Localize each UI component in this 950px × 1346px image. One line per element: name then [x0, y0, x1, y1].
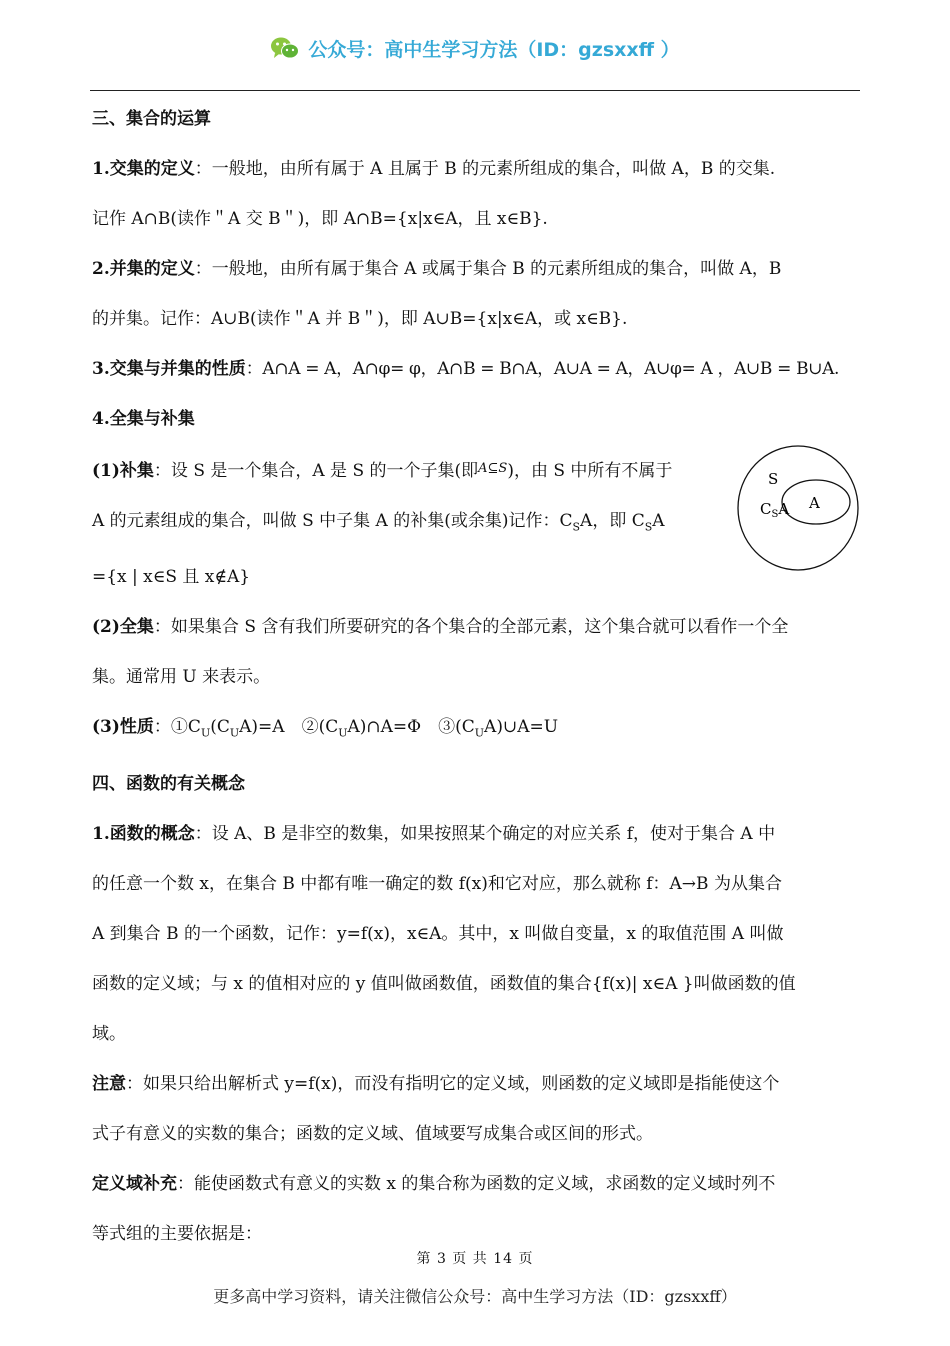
paragraph-function-4: 函数的定义域；与 x 的值相对应的 y 值叫做函数值，函数值的集合{f(x)| x∈A }叫做函数的值: [92, 973, 796, 994]
wechat-icon: [270, 36, 300, 60]
subscript-u: U: [474, 726, 485, 740]
paragraph-complement-set: ={x | x∈S 且 x∉A}: [92, 567, 251, 588]
text-domain-supplement: ：能使函数式有意义的实数 x 的集合称为函数的定义域，求函数的定义域时列不: [177, 1173, 776, 1194]
paragraph-union-notation: 的并集。记作：A∪B(读作＂A 并 B＂)，即 A∪B={x|x∈A，或 x∈B}.: [92, 309, 628, 329]
section-heading-3: 三、集合的运算: [92, 109, 211, 129]
subscript-s: S: [572, 520, 581, 534]
paragraph-universal-notation: 集。通常用 U 来表示。: [92, 667, 271, 688]
paragraph-function-2: 的任意一个数 x，在集合 B 中都有唯一确定的数 f(x)和它对应，那么就称 f：A→B 为从集合: [92, 873, 782, 894]
text-intersection: ：一般地，由所有属于 A 且属于 B 的元素所组成的集合，叫做 A，B 的交集.: [194, 159, 776, 179]
formula-part: A)∪A=U: [484, 717, 559, 738]
complement-sub: S: [771, 509, 779, 520]
footer-promo: 更多高中学习资料，请关注微信公众号：高中生学习方法（ID：gzsxxff）: [213, 1287, 737, 1306]
paragraph-complement-properties: [92, 702, 860, 758]
text-note: ：如果只给出解析式 y=f(x)，而没有指明它的定义域，则函数的定义域即是指能使这个: [126, 1073, 780, 1094]
paragraph-note: [92, 1059, 860, 1109]
formula-part: (C: [210, 717, 230, 738]
term-note: 注意: [92, 1073, 126, 1094]
paragraph-note-2: 式子有意义的实数的集合；函数的定义域、值域要写成集合或区间的形式。: [92, 1123, 653, 1144]
text-union: ：一般地，由所有属于集合 A 或属于集合 B 的元素所组成的集合，叫做 A，B: [194, 259, 782, 279]
term-complement-properties: (3)性质: [92, 717, 154, 738]
section-heading-4: 四、函数的有关概念: [92, 773, 245, 794]
subscript-u: U: [229, 726, 240, 740]
term-function: 1.函数的概念: [92, 823, 195, 844]
paragraph-domain-supplement: [92, 1159, 860, 1209]
page-number: 第 3 页 共 14 页: [416, 1251, 534, 1267]
document-body: [92, 94, 860, 1259]
paragraph-universal: [92, 602, 860, 652]
subscript-u: U: [338, 726, 348, 740]
term-universal: (2)全集: [92, 617, 154, 638]
text-universal: ：如果集合 S 含有我们所要研究的各个集合的全部元素，这个集合就可以看作一个全: [153, 617, 789, 638]
complement-a: A: [778, 500, 790, 518]
subset-formula: A⊆S: [478, 461, 508, 476]
subscript-s: S: [644, 520, 653, 534]
complement-label: [760, 500, 789, 520]
paragraph-intersection-notation: 记作 A∩B(读作＂A 交 B＂)，即 A∩B={x|x∈A，且 x∈B}.: [92, 209, 548, 229]
text-properties: ：A∩A = A，A∩φ= φ，A∩B = B∩A，A∪A = A，A∪φ= A ，A∪B = B∪A.: [245, 359, 840, 379]
complement-c: C: [760, 500, 772, 518]
paragraph-union: [92, 244, 860, 294]
subset-label: A: [809, 494, 820, 512]
subscript-u: U: [200, 726, 211, 740]
universal-set-label: S: [768, 470, 779, 488]
paragraph-properties: [92, 344, 860, 394]
page-header: [0, 28, 950, 68]
text-complement-a: ：设 S 是一个集合，A 是 S 的一个子集(即: [153, 461, 479, 481]
formula-part: A)=A ②(C: [239, 717, 339, 738]
universal-set-ellipse: [738, 446, 858, 570]
paragraph-function-3: A 到集合 B 的一个函数，记作：y=f(x)，x∈A。其中，x 叫做自变量，x 的取值范围 A 叫做: [92, 923, 784, 944]
formula-part: A)∩A=Φ ③(C: [347, 717, 475, 738]
text-function: ：设 A、B 是非空的数集，如果按照某个确定的对应关系 f，使对于集合 A 中: [194, 823, 776, 844]
paragraph-intersection: [92, 144, 860, 194]
paragraph-function: [92, 809, 860, 859]
header-divider: [90, 90, 860, 91]
paragraph-domain-supplement-2: 等式组的主要依据是：: [92, 1223, 262, 1244]
term-intersection: 1.交集的定义: [92, 159, 195, 179]
term-complement: (1)补集: [92, 461, 154, 481]
text-complement-b: )，由 S 中所有不属于: [507, 461, 673, 481]
paragraph-function-5: 域。: [92, 1023, 126, 1044]
term-properties: 3.交集与并集的性质: [92, 359, 246, 379]
text-complement-e: A: [652, 511, 665, 531]
venn-diagram: [736, 444, 860, 572]
header-title: 公众号：高中生学习方法（ID：gzsxxff ）: [308, 38, 680, 61]
text-complement-c: A 的元素组成的集合，叫做 S 中子集 A 的补集(或余集)记作：C: [92, 511, 573, 531]
term-domain-supplement: 定义域补充: [92, 1173, 177, 1194]
formula-part: ：①C: [153, 717, 201, 738]
subheading-universal-complement: 4.全集与补集: [92, 409, 195, 429]
text-complement-d: A，即 C: [580, 511, 645, 531]
term-union: 2.并集的定义: [92, 259, 195, 279]
